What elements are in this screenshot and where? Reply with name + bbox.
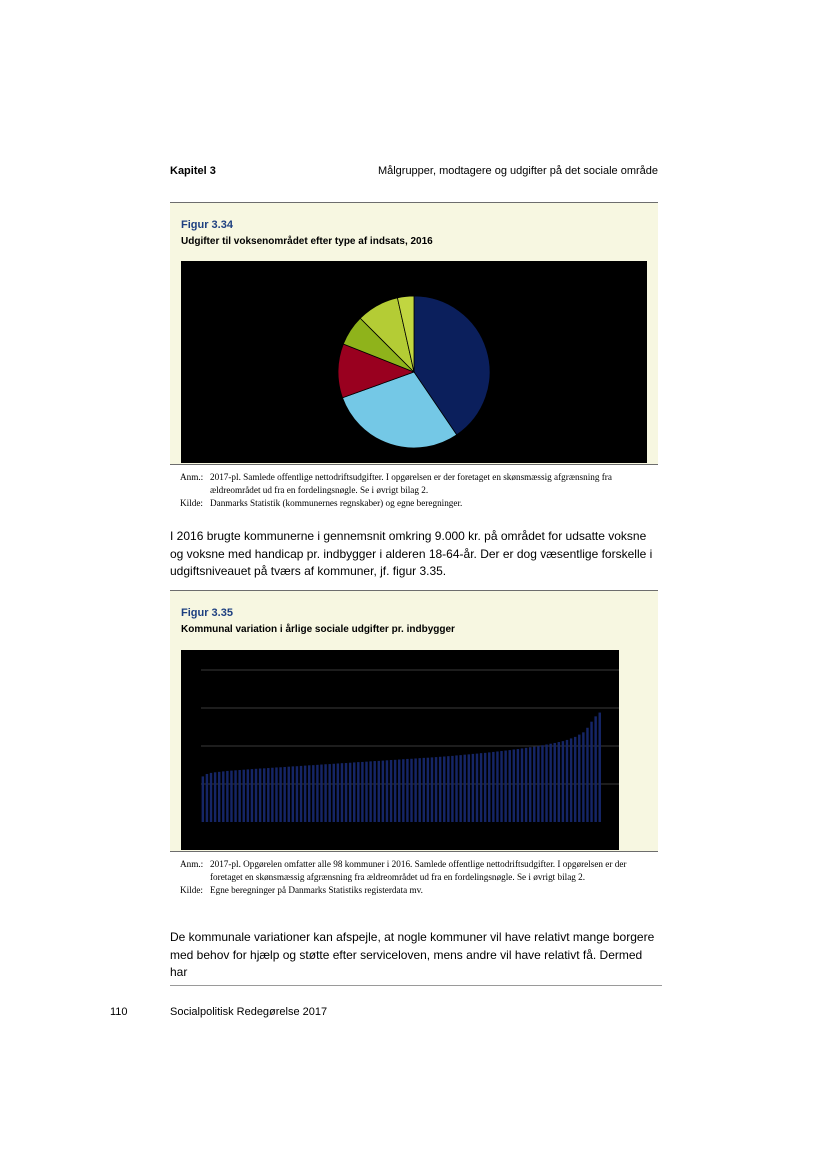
bar <box>312 765 314 822</box>
footer-divider <box>170 985 662 986</box>
note-row <box>180 471 650 497</box>
bar <box>394 760 396 822</box>
bar <box>320 765 322 822</box>
bar <box>300 766 302 822</box>
bar <box>410 759 412 822</box>
bar <box>263 768 265 822</box>
bar <box>271 768 273 822</box>
bar <box>594 716 596 822</box>
chapter-label: Kapitel 3 <box>170 165 216 177</box>
bar <box>582 732 584 822</box>
bar <box>316 765 318 822</box>
bar <box>529 747 531 822</box>
bar <box>562 741 564 822</box>
bar <box>570 738 572 822</box>
bar <box>492 752 494 822</box>
bar <box>414 758 416 822</box>
bar <box>251 769 253 822</box>
bar <box>443 756 445 822</box>
bar <box>202 776 204 822</box>
footer-title: Socialpolitisk Redegørelse 2017 <box>170 1006 328 1018</box>
bar <box>222 771 224 822</box>
note-text: 2017-pl. Opgørelen omfatter alle 98 kommuner i 2016. Samlede offentlige nettodriftsudgifter. I opgørelsen er der foretaget en skønsmæssig afgrænsning fra ældreområdet ud fra en fordelingsnøgle. Se i øvrigt bilag 2. <box>210 859 627 882</box>
bar <box>353 762 355 822</box>
bar <box>337 763 339 822</box>
source-text: Danmarks Statistik (kommunernes regnskaber) og egne beregninger. <box>210 498 463 508</box>
bar-chart-area <box>181 650 619 850</box>
bar <box>504 751 506 822</box>
pie-chart-area <box>181 261 647 463</box>
bar <box>541 745 543 822</box>
figure-3-35-notes <box>180 858 650 897</box>
bar <box>586 728 588 822</box>
bar <box>214 772 216 822</box>
bar <box>275 767 277 822</box>
bar <box>427 758 429 822</box>
bar <box>230 771 232 822</box>
source-text: Egne beregninger på Danmarks Statistiks registerdata mv. <box>210 885 423 895</box>
bar <box>513 750 515 823</box>
bar-chart <box>181 650 619 850</box>
bar <box>554 743 556 822</box>
bar <box>398 760 400 822</box>
source-row <box>180 497 650 510</box>
bar <box>488 752 490 822</box>
bar <box>259 769 261 823</box>
bar <box>590 722 592 822</box>
section-title: Målgrupper, modtagere og udgifter på det sociale område <box>377 165 658 177</box>
bar <box>418 758 420 822</box>
bar <box>369 761 371 822</box>
bar <box>238 770 240 822</box>
bar <box>508 750 510 822</box>
bar <box>247 769 249 822</box>
bar <box>476 754 478 822</box>
bar <box>451 756 453 822</box>
figure-title: Udgifter til voksenområdet efter type af indsats, 2016 <box>181 236 433 247</box>
bar <box>206 774 208 822</box>
bar <box>533 747 535 822</box>
figure-3-35-box <box>170 590 658 852</box>
bar <box>525 748 527 822</box>
bar <box>279 767 281 822</box>
bar <box>599 713 601 822</box>
bar <box>447 756 449 822</box>
bar <box>349 763 351 822</box>
bar <box>226 771 228 822</box>
bar <box>328 764 330 822</box>
bar <box>304 766 306 822</box>
bar <box>218 772 220 822</box>
bar <box>390 760 392 822</box>
figure-title: Kommunal variation i årlige sociale udgifter pr. indbygger <box>181 624 455 635</box>
bar <box>333 764 335 822</box>
bar <box>463 755 465 822</box>
bar <box>435 757 437 822</box>
body-paragraph: I 2016 brugte kommunerne i gennemsnit omkring 9.000 kr. på området for udsatte voksne og voksne med handicap pr. indbygger i alderen 18-64-år. Der er dog væsentlige forskelle i udgiftsniveauet på tværs af kommuner, jf. figur 3.35. <box>170 529 653 578</box>
figure-number: Figur 3.35 <box>181 607 233 619</box>
bar <box>243 770 245 822</box>
bar <box>361 762 363 822</box>
source-label: Kilde: <box>180 498 203 508</box>
bar <box>468 754 470 822</box>
bar <box>365 762 367 822</box>
bar <box>574 737 576 822</box>
bar <box>496 751 498 822</box>
bar <box>288 767 290 822</box>
bar <box>578 735 580 822</box>
figure-3-34-notes <box>180 471 650 510</box>
bar <box>558 742 560 822</box>
bar <box>439 757 441 822</box>
bar <box>455 755 457 822</box>
bar <box>386 760 388 822</box>
bar <box>521 748 523 822</box>
note-row <box>180 858 650 884</box>
bar <box>459 755 461 822</box>
bar <box>373 761 375 822</box>
bar <box>537 746 539 822</box>
page-number: 110 <box>110 1006 128 1018</box>
bar <box>378 761 380 822</box>
bar <box>292 766 294 822</box>
bar <box>517 749 519 822</box>
bar <box>255 769 257 822</box>
bar <box>210 773 212 822</box>
bar <box>324 764 326 822</box>
bar <box>406 759 408 822</box>
bar <box>345 763 347 822</box>
body-paragraph: De kommunale variationer kan afspejle, at nogle kommuner vil have relativt mange borgere med behov for hjælp og støtte efter serviceloven, mens andre vil have relativt få. Dermed har <box>170 930 655 979</box>
source-row <box>180 884 650 897</box>
note-label: Anm.: <box>180 859 204 869</box>
bar <box>423 758 425 822</box>
bar <box>500 751 502 822</box>
bar <box>402 759 404 822</box>
bar <box>472 754 474 822</box>
bar <box>357 762 359 822</box>
figure-number: Figur 3.34 <box>181 219 233 231</box>
source-label: Kilde: <box>180 885 203 895</box>
bar <box>234 770 236 822</box>
bar <box>341 763 343 822</box>
bar <box>484 753 486 822</box>
note-text: 2017-pl. Samlede offentlige nettodriftsudgifter. I opgørelsen er der foretaget en skønsmæssig afgrænsning fra ældreområdet ud fra en fordelingsnøgle. Se i øvrigt bilag 2. <box>210 472 612 495</box>
bar <box>308 765 310 822</box>
bar <box>480 753 482 822</box>
bar <box>566 740 568 822</box>
bar <box>431 757 433 822</box>
bar <box>545 744 547 822</box>
bar <box>296 766 298 822</box>
bar <box>549 744 551 822</box>
pie-chart <box>181 261 647 463</box>
figure-3-34-box <box>170 202 658 465</box>
bar <box>382 761 384 822</box>
note-label: Anm.: <box>180 472 204 482</box>
bar <box>283 767 285 822</box>
bar <box>267 768 269 822</box>
